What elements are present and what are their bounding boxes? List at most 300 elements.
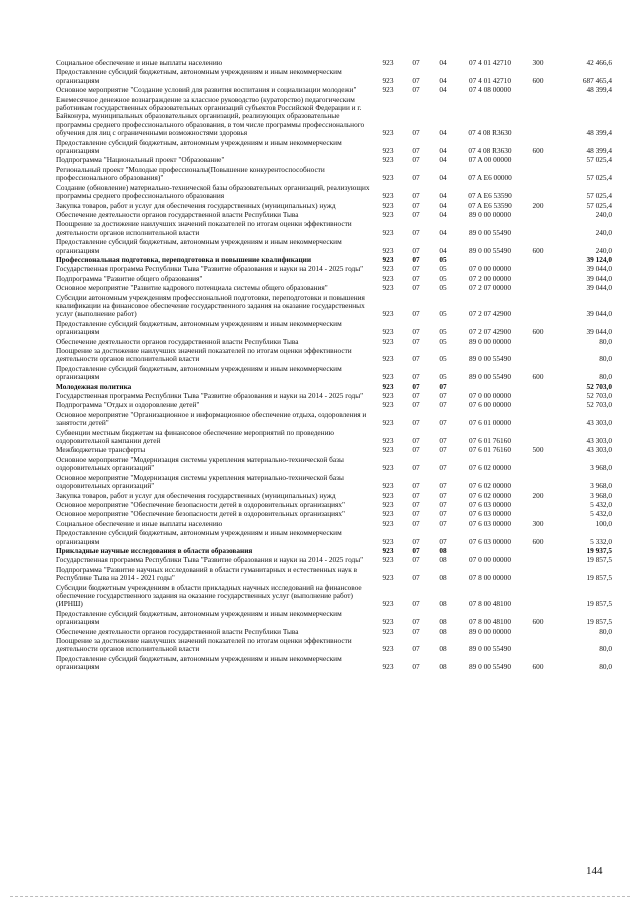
table-row [56, 347, 616, 364]
row-description: Закупка товаров, работ и услуг для обеспечения государственных (муниципальных) нужд [56, 490, 336, 500]
table-row [56, 68, 616, 85]
row-subsection-code: 07 [439, 499, 447, 509]
row-target-article: 07 A E6 53590 [468, 200, 512, 210]
table-row [56, 184, 616, 201]
row-department-code: 923 [382, 617, 394, 627]
row-department-code: 923 [382, 499, 394, 509]
row-amount: 39 044,0 [586, 283, 612, 293]
row-subsection-code: 07 [439, 509, 447, 519]
row-section-code: 07 [412, 372, 420, 382]
row-subsection-code: 07 [439, 400, 447, 410]
row-subsection-code: 04 [439, 128, 447, 138]
row-amount: 240,0 [595, 227, 612, 237]
row-amount: 43 303,0 [586, 445, 612, 455]
row-subsection-code: 04 [439, 75, 447, 85]
row-description: Подпрограмма "Национальный проект "Образование" [56, 155, 225, 165]
row-target-article: 07 2 07 00000 [469, 283, 511, 293]
row-expense-type: 200 [532, 200, 544, 210]
table-row [56, 320, 616, 337]
row-subsection-code: 05 [439, 327, 447, 337]
row-description: Предоставление субсидий бюджетным, автономным учреждениям и иным некоммерческим организациям [56, 528, 342, 546]
row-description: Основное мероприятие "Организационное и информационное обеспечение отдыха, оздоровления и занятости детей" [56, 409, 367, 428]
row-target-article: 89 0 00 55490 [469, 372, 511, 382]
row-expense-type: 300 [532, 518, 544, 528]
row-expense-type: 600 [532, 245, 544, 255]
table-row [56, 456, 616, 473]
row-target-article: 07 6 02 00000 [469, 463, 511, 473]
row-description: Предоставление субсидий бюджетным, автономным учреждениям и иным некоммерческим организациям [56, 237, 342, 255]
row-section-code: 07 [412, 436, 420, 446]
row-amount: 52 703,0 [586, 400, 612, 410]
row-description: Предоставление субсидий бюджетным, автономным учреждениям и иным некоммерческим организациям [56, 363, 342, 382]
row-description: Субсидии бюджетным учреждениям в области прикладных научных исследований на финансовое обеспечение государственного задания на оказание государственных услуг (выполнение работ) (ИРНШ) [56, 582, 362, 609]
row-description: Межбюджетные трансферты [56, 445, 146, 455]
row-expense-type: 600 [532, 372, 544, 382]
table-row [56, 556, 616, 564]
row-description: Основное мероприятие "Модернизация системы укрепления материально-технической базы оздоровительных организаций" [56, 454, 344, 473]
row-department-code: 923 [382, 173, 394, 183]
row-description: Ежемесячное денежное вознаграждение за классное руководство (кураторство) педагогическим работникам государственных образовательных организаций субъектов Российской Федерации и г. Байконура, муниципальных образовательных организаций, реализующих образовательные программы среднего профессионального образования, в том числе программы профессионального обучения для лиц с ограниченными возможностями здоровья [56, 94, 365, 138]
table-row [56, 256, 616, 264]
row-target-article: 89 0 00 00000 [469, 626, 511, 636]
table-row [56, 446, 616, 454]
row-target-article: 07 6 03 00000 [469, 499, 511, 509]
row-description: Подпрограмма "Развитие научных исследований в области гуманитарных и естественных наук в Республике Тыва на 2014 - 2021 годы" [56, 564, 358, 583]
row-section-code: 07 [412, 254, 420, 264]
row-amount: 52 703,0 [586, 381, 612, 391]
row-subsection-code: 08 [439, 555, 447, 565]
row-target-article: 89 0 00 55490 [469, 354, 511, 364]
row-department-code: 923 [382, 481, 394, 491]
row-amount: 80,0 [599, 662, 612, 672]
row-target-article: 07 0 00 00000 [469, 391, 511, 401]
row-amount: 48 399,4 [586, 146, 612, 156]
row-amount: 39 124,0 [586, 254, 612, 264]
table-row [56, 566, 616, 583]
row-description: Предоставление субсидий бюджетным, автономным учреждениям и иным некоммерческим организациям [56, 608, 342, 627]
row-target-article: 07 6 01 76160 [469, 436, 511, 446]
page-number: 144 [586, 865, 603, 877]
table-row [56, 547, 616, 555]
row-target-article: 89 0 00 55490 [469, 227, 511, 237]
row-subsection-code: 08 [439, 626, 447, 636]
row-description: Субсидии автономным учреждениям профессиональной подготовки, переподготовки и повышения квалификации на финансовое обеспечение государственного задания на оказание государственных услуг (выполнение работ) [56, 292, 365, 319]
table-row [56, 529, 616, 546]
table-row [56, 520, 616, 528]
row-subsection-code: 07 [439, 481, 447, 491]
row-subsection-code: 07 [439, 391, 447, 401]
row-subsection-code: 04 [439, 85, 447, 95]
row-department-code: 923 [382, 490, 394, 500]
table-row [56, 294, 616, 319]
row-amount: 5 432,0 [590, 499, 612, 509]
table-row [56, 392, 616, 400]
row-amount: 80,0 [599, 372, 612, 382]
row-subsection-code: 05 [439, 283, 447, 293]
row-description: Обеспечение деятельности органов государственной власти Республики Тыва [56, 336, 299, 346]
row-description: Социальное обеспечение и иные выплаты населению [56, 518, 223, 528]
row-section-code: 07 [412, 128, 420, 138]
row-subsection-code: 04 [439, 245, 447, 255]
row-target-article: 07 4 08 00000 [469, 85, 511, 95]
row-description: Основное мероприятие "Создание условий для развития воспитания и социализации молодежи" [56, 85, 357, 95]
row-section-code: 07 [412, 155, 420, 165]
row-amount: 48 399,4 [586, 85, 612, 95]
row-subsection-code: 04 [439, 227, 447, 237]
row-section-code: 07 [412, 599, 420, 609]
row-description: Основное мероприятие "Обеспечение безопасности детей в оздоровительных организациях" [56, 499, 346, 509]
row-expense-type: 600 [532, 146, 544, 156]
row-subsection-code: 07 [439, 463, 447, 473]
row-amount: 80,0 [599, 354, 612, 364]
row-department-code: 923 [382, 191, 394, 201]
row-department-code: 923 [382, 85, 394, 95]
row-description: Закупка товаров, работ и услуг для обеспечения государственных (муниципальных) нужд [56, 200, 336, 210]
row-department-code: 923 [382, 445, 394, 455]
row-section-code: 07 [412, 536, 420, 546]
row-section-code: 07 [412, 273, 420, 283]
row-subsection-code: 08 [439, 599, 447, 609]
row-section-code: 07 [412, 555, 420, 565]
row-amount: 19 857,5 [586, 555, 612, 565]
row-department-code: 923 [382, 573, 394, 583]
row-section-code: 07 [412, 173, 420, 183]
row-department-code: 923 [382, 245, 394, 255]
row-target-article: 07 8 00 48100 [469, 617, 511, 627]
row-amount: 80,0 [599, 336, 612, 346]
row-description: Поощрение за достижение наилучших значений показателей по итогам оценки эффективности деятельности органов исполнительной власти [56, 346, 352, 364]
table-row [56, 401, 616, 409]
row-expense-type: 600 [532, 617, 544, 627]
row-description: Профессиональная подготовка, переподготовка и повышение квалификации [56, 254, 312, 264]
row-target-article: 07 6 02 00000 [469, 490, 511, 500]
row-amount: 19 937,5 [586, 545, 612, 555]
row-section-code: 07 [412, 509, 420, 519]
row-description: Государственная программа Республики Тыва "Развитие образования и науки на 2014 - 2025 годы" [56, 264, 364, 274]
row-subsection-code: 05 [439, 354, 447, 364]
row-department-code: 923 [382, 155, 394, 165]
row-department-code: 923 [382, 509, 394, 519]
row-section-code: 07 [412, 200, 420, 210]
row-section-code: 07 [412, 518, 420, 528]
row-target-article: 07 6 01 00000 [469, 418, 511, 428]
row-description: Социальное обеспечение и иные выплаты населению [56, 58, 223, 67]
row-subsection-code: 04 [439, 173, 447, 183]
row-amount: 39 044,0 [586, 264, 612, 274]
row-amount: 57 025,4 [586, 173, 612, 183]
row-subsection-code: 05 [439, 273, 447, 283]
row-department-code: 923 [382, 200, 394, 210]
row-subsection-code: 05 [439, 336, 447, 346]
table-row [56, 655, 616, 672]
row-target-article: 07 0 00 00000 [469, 555, 511, 565]
row-subsection-code: 07 [439, 536, 447, 546]
row-target-article: 07 6 03 00000 [469, 518, 511, 528]
row-amount: 80,0 [599, 644, 612, 654]
row-subsection-code: 08 [439, 662, 447, 672]
row-target-article: 07 8 00 00000 [469, 573, 511, 583]
row-amount: 52 703,0 [586, 391, 612, 401]
row-description: Обеспечение деятельности органов государственной власти Республики Тыва [56, 209, 299, 219]
budget-table [56, 59, 616, 673]
row-subsection-code: 08 [439, 573, 447, 583]
row-target-article: 07 2 07 42900 [469, 309, 511, 319]
table-row [56, 139, 616, 156]
scan-edge-divider [10, 896, 630, 897]
row-target-article: 89 0 00 55490 [469, 245, 511, 255]
row-amount: 43 303,0 [586, 418, 612, 428]
row-amount: 3 968,0 [590, 490, 612, 500]
row-section-code: 07 [412, 418, 420, 428]
row-subsection-code: 04 [439, 146, 447, 156]
table-row [56, 492, 616, 500]
row-amount: 57 025,4 [586, 155, 612, 165]
row-amount: 5 432,0 [590, 509, 612, 519]
row-amount: 57 025,4 [586, 200, 612, 210]
row-subsection-code: 08 [439, 644, 447, 654]
row-section-code: 07 [412, 336, 420, 346]
row-subsection-code: 07 [439, 445, 447, 455]
row-description: Создание (обновление) материально-технической базы образовательных организаций, реализующих программы среднего профессионального образования [56, 182, 370, 201]
row-amount: 80,0 [599, 626, 612, 636]
table-row [56, 610, 616, 627]
row-description: Государственная программа Республики Тыва "Развитие образования и науки на 2014 - 2025 годы" [56, 555, 364, 565]
row-amount: 3 968,0 [590, 463, 612, 473]
row-department-code: 923 [382, 146, 394, 156]
row-subsection-code: 07 [439, 518, 447, 528]
row-target-article: 07 6 00 00000 [469, 400, 511, 410]
row-target-article: 07 2 07 42900 [469, 327, 511, 337]
row-subsection-code: 07 [439, 381, 447, 391]
row-description: Основное мероприятие "Обеспечение безопасности детей в оздоровительных организациях" [56, 509, 346, 519]
row-section-code: 07 [412, 573, 420, 583]
table-row [56, 202, 616, 210]
row-department-code: 923 [382, 400, 394, 410]
row-expense-type: 300 [532, 58, 544, 67]
table-row [56, 220, 616, 237]
row-section-code: 07 [412, 264, 420, 274]
row-expense-type: 200 [532, 490, 544, 500]
table-row [56, 584, 616, 609]
row-section-code: 07 [412, 146, 420, 156]
row-target-article: 89 0 00 55490 [469, 662, 511, 672]
row-department-code: 923 [382, 599, 394, 609]
row-amount: 19 857,5 [586, 617, 612, 627]
row-subsection-code: 07 [439, 418, 447, 428]
table-row [56, 411, 616, 428]
row-section-code: 07 [412, 626, 420, 636]
row-subsection-code: 08 [439, 617, 447, 627]
row-section-code: 07 [412, 545, 420, 555]
row-amount: 39 044,0 [586, 327, 612, 337]
table-row [56, 238, 616, 255]
row-description: Поощрение за достижение наилучших значений показателей по итогам оценки эффективности деятельности органов исполнительной власти [56, 219, 352, 237]
row-amount: 39 044,0 [586, 273, 612, 283]
row-description: Основное мероприятие "Развитие кадрового потенциала системы общего образования" [56, 283, 328, 293]
row-target-article: 07 4 08 R3630 [468, 146, 512, 156]
row-section-code: 07 [412, 75, 420, 85]
table-row [56, 501, 616, 509]
row-section-code: 07 [412, 644, 420, 654]
row-section-code: 07 [412, 400, 420, 410]
row-department-code: 923 [382, 436, 394, 446]
row-target-article: 07 6 03 00000 [469, 536, 511, 546]
table-row [56, 211, 616, 219]
row-department-code: 923 [382, 463, 394, 473]
row-section-code: 07 [412, 662, 420, 672]
row-department-code: 923 [382, 128, 394, 138]
row-amount: 42 466,6 [586, 58, 612, 67]
table-row [56, 365, 616, 382]
row-department-code: 923 [382, 227, 394, 237]
row-subsection-code: 04 [439, 155, 447, 165]
row-department-code: 923 [382, 273, 394, 283]
row-subsection-code: 05 [439, 372, 447, 382]
row-section-code: 07 [412, 283, 420, 293]
row-description: Региональный проект "Молодые профессионалы(Повышение конкурентоспособности профессионального образования)" [56, 164, 325, 183]
row-section-code: 07 [412, 58, 420, 67]
row-section-code: 07 [412, 245, 420, 255]
row-expense-type: 600 [532, 75, 544, 85]
row-amount: 57 025,4 [586, 191, 612, 201]
row-target-article: 07 6 03 00000 [469, 509, 511, 519]
row-description: Субвенции местным бюджетам на финансовое обеспечение мероприятий по проведению оздоровительной кампании детей [56, 427, 334, 446]
row-department-code: 923 [382, 626, 394, 636]
row-expense-type: 600 [532, 662, 544, 672]
row-description: Основное мероприятие "Модернизация системы укрепления материально-технической базы оздоровительных организаций" [56, 472, 344, 491]
row-description: Предоставление субсидий бюджетным, автономным учреждениям и иным некоммерческим организациям [56, 653, 342, 672]
table-row [56, 383, 616, 391]
row-department-code: 923 [382, 75, 394, 85]
row-amount: 5 332,0 [590, 536, 612, 546]
row-amount: 19 857,5 [586, 599, 612, 609]
row-target-article: 07 A 00 00000 [468, 155, 512, 165]
table-row [56, 156, 616, 164]
row-description: Подпрограмма "Развитие общего образования" [56, 273, 203, 283]
row-amount: 39 044,0 [586, 309, 612, 319]
table-row [56, 338, 616, 346]
row-target-article: 89 0 00 00000 [469, 209, 511, 219]
table-row [56, 96, 616, 138]
row-amount: 100,0 [595, 518, 612, 528]
row-subsection-code: 04 [439, 191, 447, 201]
row-target-article: 89 0 00 00000 [469, 336, 511, 346]
row-department-code: 923 [382, 644, 394, 654]
row-subsection-code: 05 [439, 309, 447, 319]
row-section-code: 07 [412, 381, 420, 391]
row-section-code: 07 [412, 327, 420, 337]
row-section-code: 07 [412, 499, 420, 509]
table-row [56, 429, 616, 446]
row-department-code: 923 [382, 381, 394, 391]
row-section-code: 07 [412, 209, 420, 219]
row-description: Обеспечение деятельности органов государственной власти Республики Тыва [56, 626, 299, 636]
row-section-code: 07 [412, 391, 420, 401]
row-target-article: 07 8 00 48100 [469, 599, 511, 609]
row-department-code: 923 [382, 354, 394, 364]
row-description: Молодежная политика [56, 381, 132, 391]
table-row [56, 59, 616, 67]
table-row [56, 275, 616, 283]
row-target-article: 07 4 01 42710 [469, 75, 511, 85]
row-expense-type: 600 [532, 536, 544, 546]
row-amount: 43 303,0 [586, 436, 612, 446]
row-department-code: 923 [382, 372, 394, 382]
row-target-article: 07 0 00 00000 [469, 264, 511, 274]
table-row [56, 628, 616, 636]
table-row [56, 637, 616, 654]
row-subsection-code: 04 [439, 200, 447, 210]
row-department-code: 923 [382, 518, 394, 528]
row-subsection-code: 08 [439, 545, 447, 555]
row-description: Поощрение за достижение наилучших значений показателей по итогам оценки эффективности деятельности органов исполнительной власти [56, 636, 352, 654]
row-description: Предоставление субсидий бюджетным, автономным учреждениям и иным некоммерческим организациям [56, 318, 342, 337]
row-target-article: 07 A E6 00000 [468, 173, 512, 183]
row-section-code: 07 [412, 463, 420, 473]
table-row [56, 474, 616, 491]
table-row [56, 86, 616, 94]
row-section-code: 07 [412, 481, 420, 491]
table-row [56, 284, 616, 292]
row-department-code: 923 [382, 264, 394, 274]
row-section-code: 07 [412, 85, 420, 95]
row-subsection-code: 07 [439, 490, 447, 500]
row-target-article: 89 0 00 55490 [469, 644, 511, 654]
row-target-article: 07 6 01 76160 [469, 445, 511, 455]
row-expense-type: 500 [532, 445, 544, 455]
row-amount: 3 968,0 [590, 481, 612, 491]
row-description: Подпрограмма "Отдых и оздоровление детей" [56, 400, 200, 410]
row-amount: 19 857,5 [586, 573, 612, 583]
row-department-code: 923 [382, 555, 394, 565]
row-subsection-code: 07 [439, 436, 447, 446]
row-amount: 240,0 [595, 245, 612, 255]
row-target-article: 07 4 08 R3630 [468, 128, 512, 138]
row-description: Прикладные научные исследования в области образования [56, 545, 253, 555]
row-description: Государственная программа Республики Тыва "Развитие образования и науки на 2014 - 2025 годы" [56, 391, 364, 401]
row-subsection-code: 05 [439, 254, 447, 264]
row-section-code: 07 [412, 227, 420, 237]
row-subsection-code: 04 [439, 209, 447, 219]
row-department-code: 923 [382, 418, 394, 428]
row-section-code: 07 [412, 191, 420, 201]
row-department-code: 923 [382, 254, 394, 264]
row-target-article: 07 4 01 42710 [469, 58, 511, 67]
row-target-article: 07 2 00 00000 [469, 273, 511, 283]
row-subsection-code: 05 [439, 264, 447, 274]
table-row [56, 265, 616, 273]
row-department-code: 923 [382, 327, 394, 337]
row-target-article: 07 A E6 53590 [468, 191, 512, 201]
row-department-code: 923 [382, 536, 394, 546]
row-section-code: 07 [412, 309, 420, 319]
row-section-code: 07 [412, 490, 420, 500]
row-amount: 687 465,4 [582, 75, 612, 85]
row-department-code: 923 [382, 58, 394, 67]
row-department-code: 923 [382, 209, 394, 219]
row-department-code: 923 [382, 662, 394, 672]
row-description: Предоставление субсидий бюджетным, автономным учреждениям и иным некоммерческим организациям [56, 67, 342, 85]
table-row [56, 166, 616, 183]
row-section-code: 07 [412, 617, 420, 627]
row-target-article: 07 6 02 00000 [469, 481, 511, 491]
row-expense-type: 600 [532, 327, 544, 337]
row-department-code: 923 [382, 336, 394, 346]
row-department-code: 923 [382, 545, 394, 555]
row-amount: 240,0 [595, 209, 612, 219]
row-department-code: 923 [382, 309, 394, 319]
row-department-code: 923 [382, 283, 394, 293]
